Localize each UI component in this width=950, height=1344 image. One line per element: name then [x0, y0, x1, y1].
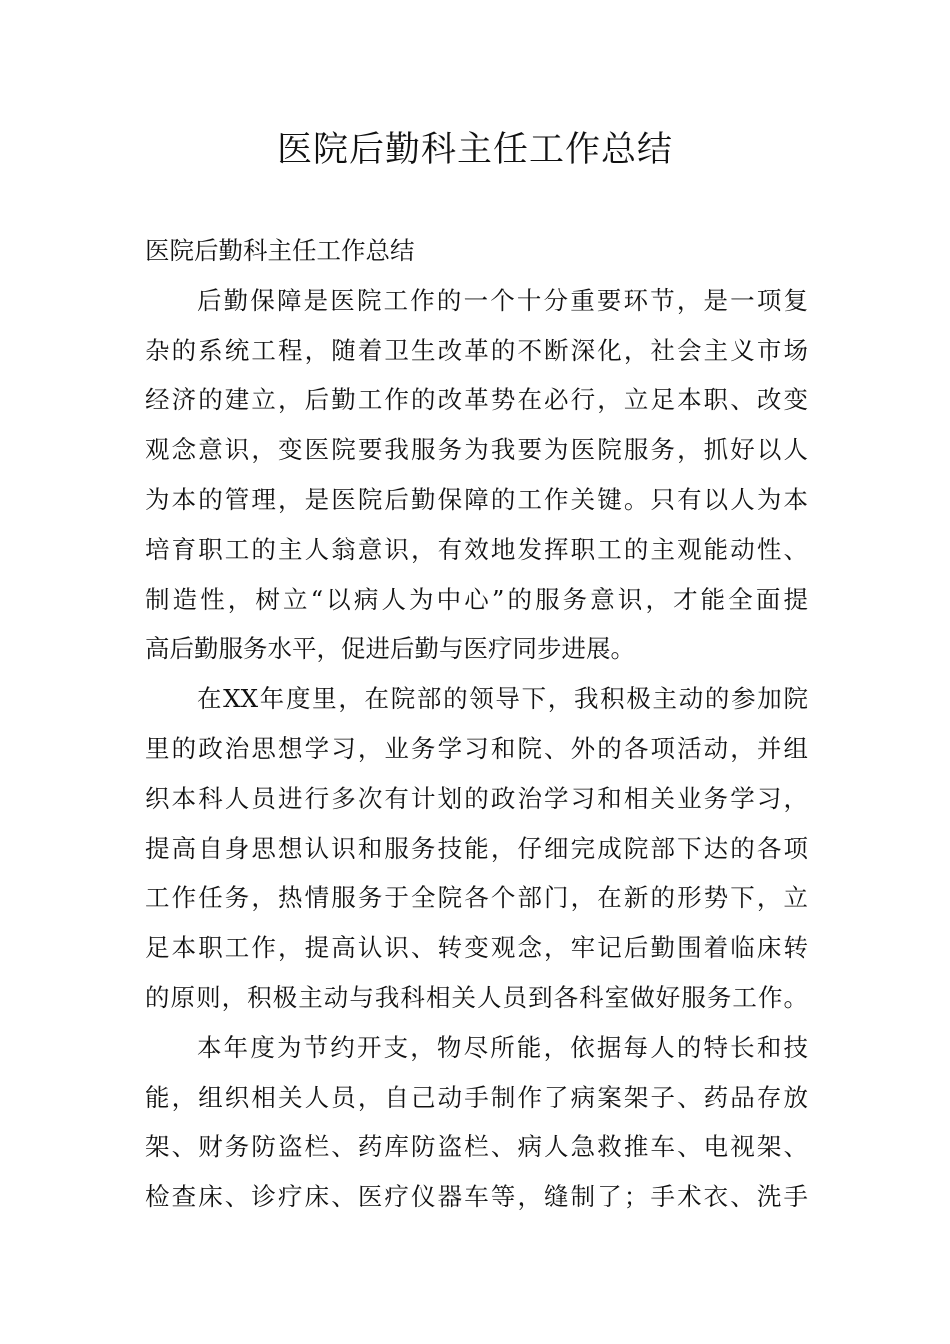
paragraph-line: 在XX年度里，在院部的领导下，我积极主动的参加院 — [197, 684, 808, 714]
paragraph-line: 本年度为节约开支，物尽所能，依据每人的特长和技 — [197, 1032, 808, 1062]
document-title: 医院后勤科主任工作总结 — [276, 130, 673, 170]
paragraph-line: 里的政治思想学习，业务学习和院、外的各项活动，并组 — [145, 733, 808, 763]
paragraph-line: 架、财务防盗栏、药库防盗栏、病人急救推车、电视架、 — [145, 1132, 808, 1162]
paragraph-line: 的原则，积极主动与我科相关人员到各科室做好服务工作。 — [145, 982, 808, 1012]
paragraph-line: 足本职工作，提高认识、转变观念，牢记后勤围着临床转 — [145, 933, 808, 963]
paragraph-line: 培育职工的主人翁意识，有效地发挥职工的主观能动性、 — [145, 534, 808, 564]
paragraph-line: 工作任务，热情服务于全院各个部门，在新的形势下，立 — [145, 883, 808, 913]
paragraph-line: 高后勤服务水平，促进后勤与医疗同步进展。 — [145, 634, 635, 664]
paragraph-line: 提高自身思想认识和服务技能，仔细完成院部下达的各项 — [145, 833, 808, 863]
paragraph-line: 杂的系统工程，随着卫生改革的不断深化，社会主义市场 — [145, 335, 808, 365]
paragraph-line: 为本的管理，是医院后勤保障的工作关键。只有以人为本 — [145, 484, 808, 514]
document-subtitle: 医院后勤科主任工作总结 — [145, 236, 415, 265]
paragraph-line: 观念意识，变医院要我服务为我要为医院服务，抓好以人 — [145, 435, 808, 465]
paragraph-line: 经济的建立，后勤工作的改革势在必行，立足本职、改变 — [145, 385, 808, 415]
document-body — [145, 226, 808, 1222]
paragraph-line: 能，组织相关人员，自己动手制作了病案架子、药品存放 — [145, 1082, 808, 1112]
paragraph-line: 后勤保障是医院工作的一个十分重要环节，是一项复 — [197, 285, 808, 315]
paragraph-line: 制造性，树立“以病人为中心”的服务意识，才能全面提 — [145, 584, 808, 614]
paragraph-line: 检查床、诊疗床、医疗仪器车等，缝制了；手术衣、洗手 — [145, 1182, 808, 1212]
paragraph-line: 织本科人员进行多次有计划的政治学习和相关业务学习， — [145, 783, 808, 813]
